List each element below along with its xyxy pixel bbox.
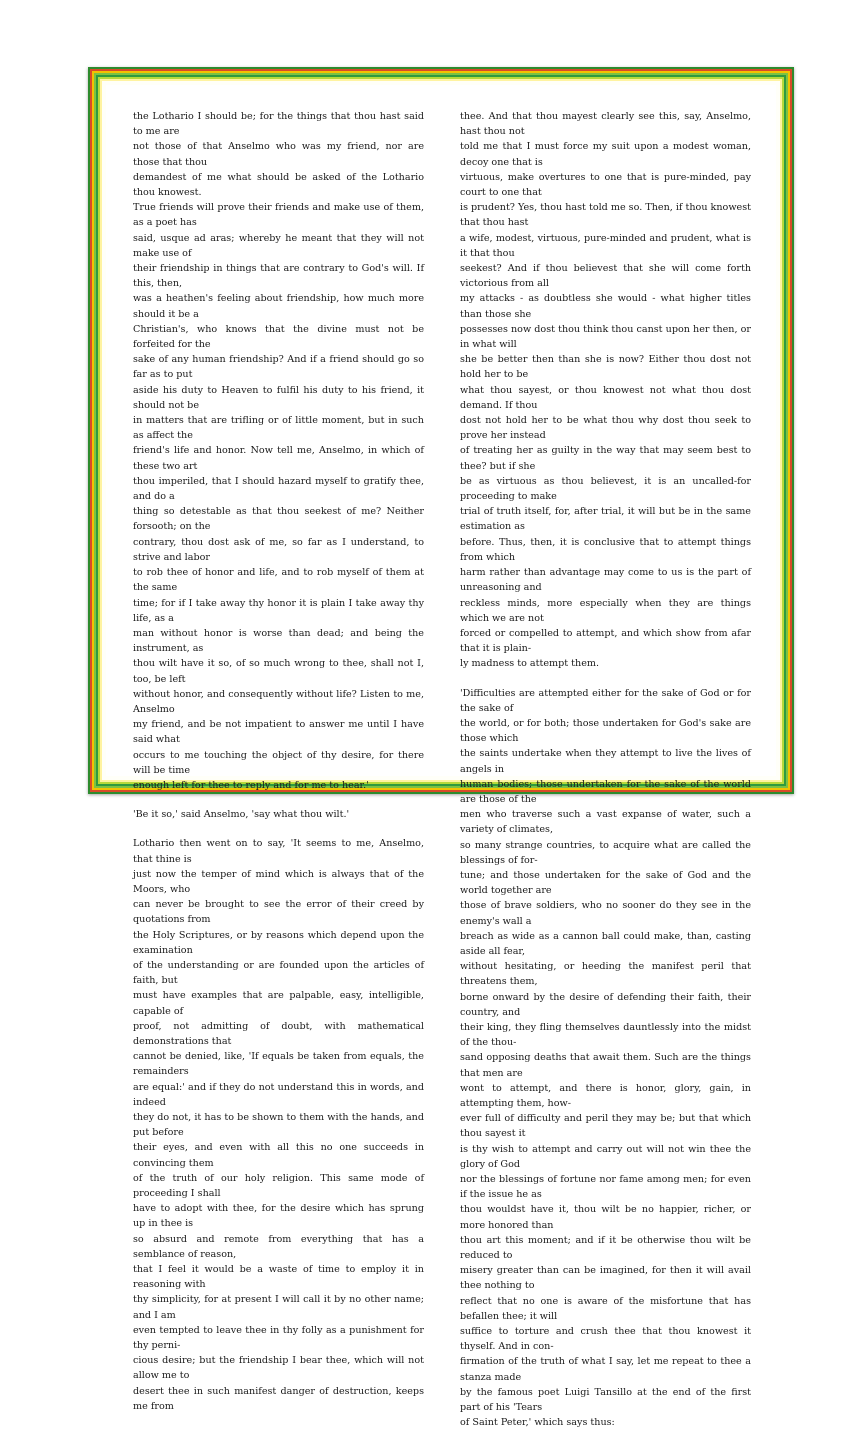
left-column — [133, 109, 424, 1428]
paragraph: the Lothario I should be; for the things that thou hast said to me are not those of that Anselmo who was my friend, nor are those that thou demandest of me what should be asked of the Lothario thou knowest. True friends will prove their friends and make use of them, as a poet has said, usque ad aras; whereby he meant that they will not make use of their friendship in things that are contrary to God's will. If this, then, was a heathen's feeling about friendship, how much more should it be a Christian's, who knows that the divine must not be forfeited for the sake of any human friendship? And if a friend should go so far as to put aside his duty to Heaven to fulfil his duty to his friend, it should not be in matters that are trifling or of little moment, but in such as affect the friend's life and honor. Now tell me, Anselmo, in which of these two art thou imperiled, that I should hazard myself to gratify thee, and do a thing so detestable as that thou seekest of me? Neither forsooth; on the contrary, thou dost ask of me, so far as I understand, to strive and labor to rob thee of honor and life, and to rob myself of them at the same time; for if I take away thy honor it is plain I take away thy life, as a man without honor is worse than dead; and being the instrument, as thou wilt have it so, of so much wrong to thee, shall not I, too, be left without honor, and consequently without life? Listen to me, Anselmo my friend, and be not impatient to answer me until I have said what occurs to me touching the object of thy desire, for there will be time enough left for thee to reply and for me to hear.' — [133, 111, 424, 791]
paragraph: 'Be it so,' said Anselmo, 'say what thou wilt.' — [133, 809, 350, 821]
paragraph: Lothario then went on to say, 'It seems to me, Anselmo, that thine is just now the temper of mind which is always that of the Moors, who can never be brought to see the error of their creed by quotations from the Holy Scriptures, or by reasons which depend upon the examination of the understanding or are founded upon the articles of faith, but must have examples that are palpable, easy, intelligible, capable of proof, not admitting of doubt, with mathematical demonstrations that cannot be denied, like, 'If equals be taken from equals, the remainders are equal:' and if they do not understand this in words, and indeed they do not, it has to be shown to them with the hands, and put before their eyes, and even with all this no one succeeds in convincing them of the truth of our holy religion. This same mode of proceeding I shall have to adopt with thee, for the desire which has sprung up in thee is so absurd and remote from everything that has a semblance of reason, that I feel it would be a waste of time to employ it in reasoning with thy simplicity, for at present I will call it by no other name; and I am even tempted to leave thee in thy folly as a punishment for thy perni- cious desire; but the friendship I bear thee, which will not allow me to desert thee in such manifest danger of destruction, keeps me from — [133, 838, 424, 1412]
paragraph: thee. And that thou mayest clearly see this, say, Anselmo, hast thou not told me that I must force my suit upon a modest woman, decoy one that is virtuous, make overtures to one that is pure-minded, pay court to one that is prudent? Yes, thou hast told me so. Then, if thou knowest that thou hast a wife, modest, virtuous, pure-minded and prudent, what is it that thou seekest? And if thou believest that she will come forth victorious from all my attacks - as doubtless she would - what higher titles than those she possesses now dost thou think thou canst upon her then, or in what will she be better then than she is now? Either thou dost not hold her to be what thou sayest, or thou knowest not what thou dost demand. If thou dost not hold her to be what thou why dost thou seek to prove her instead of treating her as guilty in the way that may seem best to thee? but if she be as virtuous as thou believest, it is an uncalled-for proceeding to make trial of truth itself, for, after trial, it will but be in the same estimation as before. Thus, then, it is conclusive that to attempt things from which harm rather than advantage may come to us is the part of unreasoning and reckless minds, more especially when they are things which we are not forced or compelled to attempt, and which show from afar that it is plain- ly madness to attempt them. — [460, 111, 751, 670]
right-column — [460, 109, 751, 1444]
page-frame — [88, 67, 794, 1429]
paragraph: 'Difficulties are attempted either for the sake of God or for the sake of the world, or for both; those undertaken for God's sake are those which the saints undertake when they attempt to live the lives of angels in human bodies; those undertaken for the sake of the world are those of the men who traverse such a vast expanse of water, such a variety of climates, so many strange countries, to acquire what are called the blessings of for- tune; and those undertaken for the sake of God and the world together are those of brave soldiers, who no sooner do they see in the enemy's wall a breach as wide as a cannon ball could make, than, casting aside all fear, without hesitating, or heeding the manifest peril that threatens them, borne onward by the desire of defending their faith, their country, and their king, they fling themselves dauntlessly into the midst of the thou- sand opposing deaths that await them. Such are the things that men are wont to attempt, and there is honor, glory, gain, in attempting them, how- ever full of difficulty and peril they may be; but that which thou sayest it is thy wish to attempt and carry out will not win thee the glory of God nor the blessings of fortune nor fame among men; for even if the issue he as thou wouldst have it, thou wilt be no happier, richer, or more honored than thou art this moment; and if it be otherwise thou wilt be reduced to misery greater than can be imagined, for then it will avail thee nothing to reflect that no one is aware of the misfortune that has befallen thee; it will suffice to torture and crush thee that thou knowest it thyself. And in con- firmation of the truth of what I say, let me repeat to thee a stanza made by the famous poet Luigi Tansillo at the end of the first part of his 'Tears of Saint Peter,' which says thus: — [460, 687, 751, 1429]
book-page — [106, 85, 776, 1429]
